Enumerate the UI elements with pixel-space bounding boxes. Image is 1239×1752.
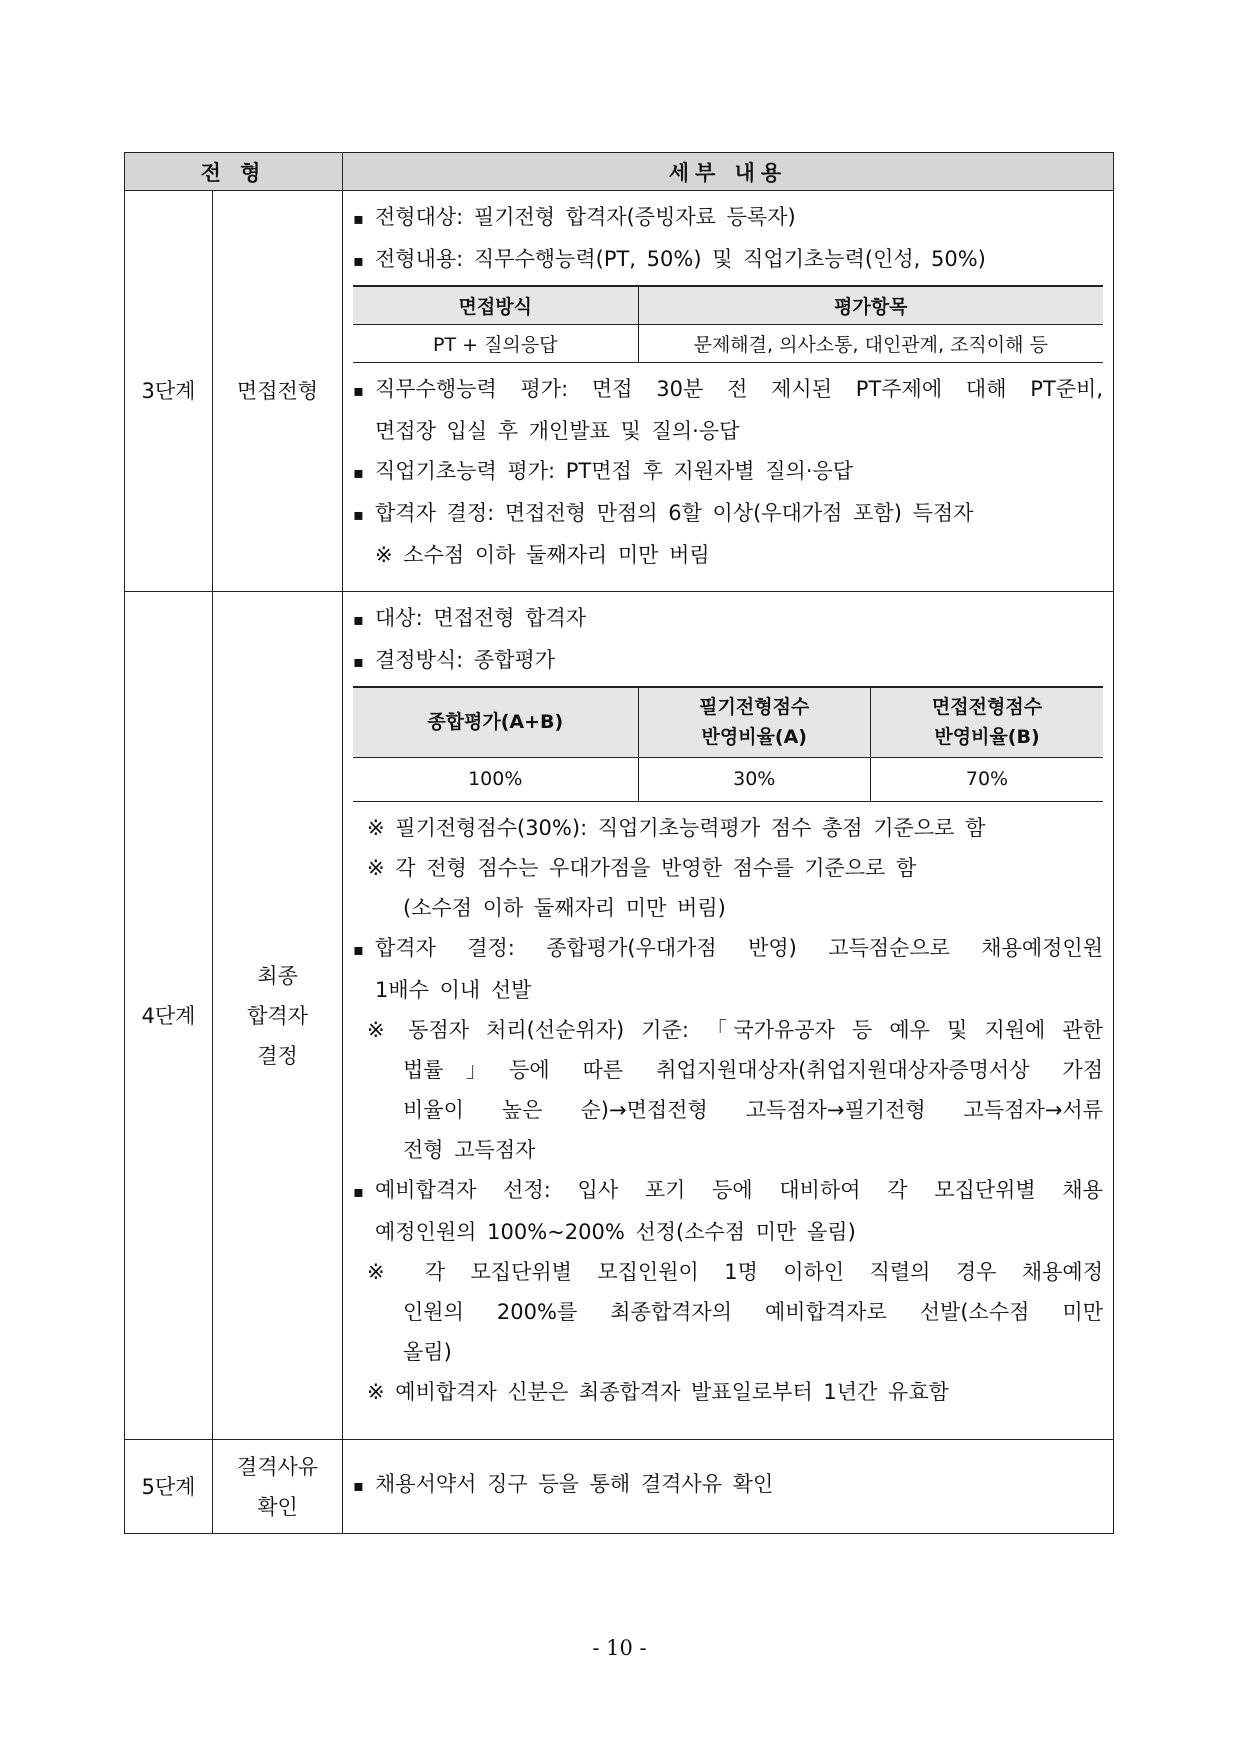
- table-row-stage5: [125, 1440, 1114, 1534]
- interview-score-header: [870, 687, 1103, 757]
- stage4-note-tie-break-cont2: 비율이 높은 순)→면접전형 고득점자→필기전형 고득점자→서류: [403, 1097, 1103, 1122]
- stage3-note-rounding: ※ 소수점 이하 둘째자리 미만 버림: [375, 543, 710, 567]
- evaluation-items-value: 문제해결, 의사소통, 대인관계, 조직이해 등: [638, 325, 1103, 363]
- stage4-details: [343, 592, 1114, 1440]
- interview-method-table: [353, 285, 1103, 363]
- stage4-label: 4단계: [125, 592, 213, 1440]
- interview-method-value: PT + 질의응답: [353, 325, 638, 363]
- stage5-label: 5단계: [125, 1440, 213, 1534]
- stage4-note-tie-break-cont3: 전형 고득점자: [403, 1137, 536, 1162]
- stage3-label: 3단계: [125, 191, 213, 592]
- stage4-note-reserve-small-cont2: 올림): [403, 1339, 452, 1364]
- stage3-bullet-pass-decision: ▪ 합격자 결정: 면접전형 만점의 6할 이상(우대가점 포함) 득점자: [353, 493, 1103, 535]
- stage4-note-tie-break: ※ 동점자 처리(선순위자) 기준: 「국가유공자 등 예우 및 지원에 관한: [367, 1017, 1103, 1042]
- total-eval-header: 종합평가(A+B): [353, 687, 638, 757]
- stage4-type-line2: 합격자: [247, 1003, 308, 1028]
- stage4-bullet-pass-decision: ▪ 합격자 결정: 종합평가(우대가점 반영) 고득점순으로 채용예정인원: [353, 928, 1103, 970]
- written-score-header: [638, 687, 870, 757]
- stage3-bullet-job-eval: ▪ 직무수행능력 평가: 면접 30분 전 제시된 PT주제에 대해 PT준비,: [353, 369, 1103, 411]
- stage5-type: [213, 1440, 343, 1534]
- interview-score-header-line2: 반영비율(B): [934, 726, 1040, 749]
- stage4-note-reserve-small-cont1: 인원의 200%를 최종합격자의 예비합격자로 선발(소수점 미만: [403, 1299, 1103, 1324]
- stage4-bullet-reserve-cont: 예정인원의 100%~200% 선정(소수점 미만 올림): [375, 1219, 856, 1244]
- stage4-bullet-method: ▪ 결정방식: 종합평가: [353, 640, 1103, 682]
- stage4-type: [213, 592, 343, 1440]
- table-row-stage3: [125, 191, 1114, 592]
- table-header-row: [125, 153, 1114, 191]
- score-ratio-table: [353, 686, 1103, 802]
- stage5-bullet-check: ▪ 채용서약서 징구 등을 통해 결격사유 확인: [353, 1464, 1103, 1506]
- stage4-note-reserve-small: ※ 각 모집단위별 모집인원이 1명 이하인 직렬의 경우 채용예정: [367, 1259, 1103, 1284]
- stage5-type-line1: 결격사유: [236, 1454, 319, 1479]
- stage4-note-score-basis: ※ 각 전형 점수는 우대가점을 반영한 점수를 기준으로 함: [367, 855, 917, 880]
- total-eval-value: 100%: [353, 757, 638, 801]
- stage5-details: [343, 1440, 1114, 1534]
- stage3-bullet-content: ▪ 전형내용: 직무수행능력(PT, 50%) 및 직업기초능력(인성, 50%): [353, 239, 1103, 281]
- stage4-type-line3: 결정: [257, 1043, 298, 1068]
- interview-score-value: 70%: [870, 757, 1103, 801]
- stage4-note-tie-break-cont1: 법률」등에 따른 취업지원대상자(취업지원대상자증명서상 가점: [403, 1057, 1103, 1082]
- evaluation-items-header: 평가항목: [638, 286, 1103, 325]
- stage4-type-line1: 최종: [257, 963, 298, 988]
- stage4-note-score-basis-cont: (소수점 이하 둘째자리 미만 버림): [403, 895, 726, 920]
- stage3-bullet-job-eval-cont: 면접장 입실 후 개인발표 및 질의·응답: [375, 419, 740, 443]
- header-selection: 전 형: [125, 153, 343, 191]
- page-number: - 10 -: [592, 1636, 647, 1660]
- written-score-header-line2: 반영비율(A): [701, 726, 807, 749]
- stage3-bullet-basic-eval: ▪ 직업기초능력 평가: PT면접 후 지원자별 질의·응답: [353, 451, 1103, 493]
- stage5-type-line2: 확인: [257, 1494, 298, 1519]
- interview-method-header: 면접방식: [353, 286, 638, 325]
- stage3-type: 면접전형: [213, 191, 343, 592]
- header-details: 세부 내용: [343, 153, 1114, 191]
- interview-score-header-line1: 면접전형점수: [931, 696, 1043, 719]
- written-score-value: 30%: [638, 757, 870, 801]
- stage4-note-written-score: ※ 필기전형점수(30%): 직업기초능력평가 점수 총점 기준으로 함: [367, 815, 986, 840]
- stage4-bullet-reserve: ▪ 예비합격자 선정: 입사 포기 등에 대비하여 각 모집단위별 채용: [353, 1170, 1103, 1212]
- stage3-details: [343, 191, 1114, 592]
- selection-process-table: [124, 152, 1114, 1534]
- stage3-bullet-target: ▪ 전형대상: 필기전형 합격자(증빙자료 등록자): [353, 197, 1103, 239]
- written-score-header-line1: 필기전형점수: [699, 696, 810, 719]
- stage4-note-reserve-validity: ※ 예비합격자 신분은 최종합격자 발표일로부터 1년간 유효함: [367, 1379, 949, 1404]
- stage4-bullet-pass-decision-cont: 1배수 이내 선발: [375, 977, 532, 1002]
- stage4-bullet-target: ▪ 대상: 면접전형 합격자: [353, 598, 1103, 640]
- table-row-stage4: [125, 592, 1114, 1440]
